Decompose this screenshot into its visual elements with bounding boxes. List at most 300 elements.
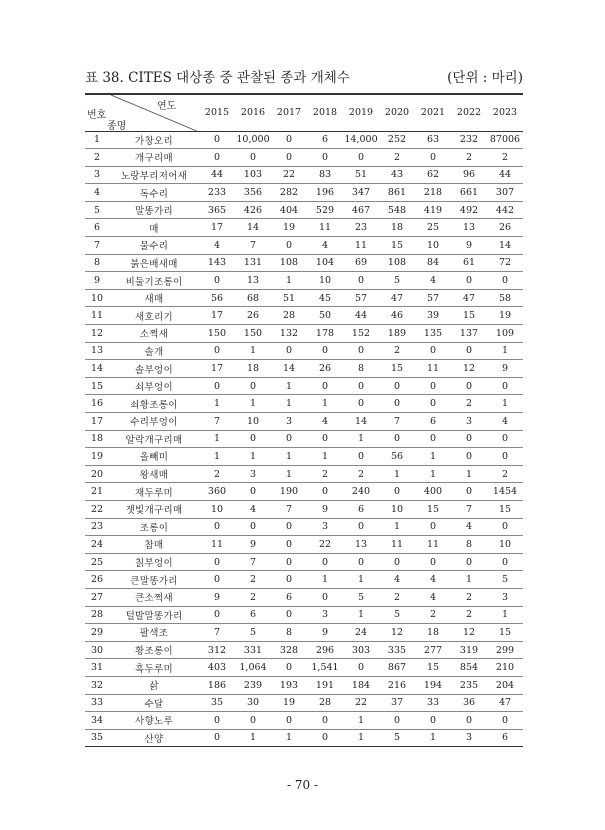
row-number: 3 — [85, 166, 109, 184]
count-cell: 1 — [307, 571, 343, 589]
count-cell: 3 — [307, 518, 343, 536]
count-cell: 0 — [199, 342, 235, 360]
count-cell: 2 — [307, 465, 343, 483]
count-cell: 0 — [487, 518, 523, 536]
species-name: 솔개 — [109, 342, 199, 360]
row-number: 11 — [85, 307, 109, 325]
count-cell: 0 — [379, 553, 415, 571]
count-cell: 3 — [307, 606, 343, 624]
count-cell: 0 — [307, 588, 343, 606]
species-name: 사향노루 — [109, 712, 199, 730]
species-name: 큰말똥가리 — [109, 571, 199, 589]
header-year: 2015 — [199, 94, 235, 131]
count-cell: 5 — [343, 588, 379, 606]
table-row — [85, 430, 523, 448]
table-row — [85, 729, 523, 747]
count-cell: 186 — [199, 676, 235, 694]
header-species-label: 종명 — [107, 121, 127, 132]
count-cell: 0 — [415, 553, 451, 571]
count-cell: 467 — [343, 201, 379, 219]
count-cell: 10 — [415, 237, 451, 255]
count-cell: 196 — [307, 184, 343, 202]
count-cell: 72 — [487, 254, 523, 272]
table-header-row — [85, 94, 523, 131]
count-cell: 10 — [235, 413, 271, 431]
table-body — [85, 131, 523, 747]
count-cell: 1 — [487, 606, 523, 624]
row-number: 1 — [85, 131, 109, 149]
table-row — [85, 606, 523, 624]
table-row — [85, 676, 523, 694]
row-number: 5 — [85, 201, 109, 219]
count-cell: 1 — [307, 448, 343, 466]
count-cell: 0 — [415, 430, 451, 448]
count-cell: 232 — [451, 131, 487, 149]
count-cell: 2 — [451, 588, 487, 606]
count-cell: 1 — [451, 465, 487, 483]
row-number: 4 — [85, 184, 109, 202]
count-cell: 0 — [235, 712, 271, 730]
row-number: 24 — [85, 536, 109, 554]
count-cell: 2 — [451, 149, 487, 167]
count-cell: 7 — [379, 413, 415, 431]
count-cell: 11 — [307, 219, 343, 237]
count-cell: 1 — [307, 395, 343, 413]
count-cell: 299 — [487, 641, 523, 659]
count-cell: 14 — [487, 237, 523, 255]
count-cell: 62 — [415, 166, 451, 184]
count-cell: 239 — [235, 676, 271, 694]
count-cell: 4 — [307, 413, 343, 431]
count-cell: 0 — [379, 395, 415, 413]
count-cell: 1 — [271, 395, 307, 413]
row-number: 25 — [85, 553, 109, 571]
count-cell: 5 — [379, 272, 415, 290]
count-cell: 11 — [415, 536, 451, 554]
count-cell: 0 — [307, 149, 343, 167]
count-cell: 152 — [343, 325, 379, 343]
count-cell: 15 — [451, 307, 487, 325]
count-cell: 30 — [235, 694, 271, 712]
count-cell: 39 — [415, 307, 451, 325]
count-cell: 0 — [415, 342, 451, 360]
row-number: 35 — [90, 732, 104, 744]
count-cell: 0 — [487, 712, 523, 730]
row-number: 14 — [85, 360, 109, 378]
count-cell: 0 — [271, 712, 307, 730]
count-cell: 35 — [199, 694, 235, 712]
table-row — [85, 588, 523, 606]
count-cell: 10 — [487, 536, 523, 554]
count-cell: 189 — [379, 325, 415, 343]
count-cell: 5 — [235, 624, 271, 642]
row-number: 16 — [85, 395, 109, 413]
count-cell: 426 — [235, 201, 271, 219]
header-year: 2019 — [343, 94, 379, 131]
count-cell: 47 — [451, 289, 487, 307]
row-number: 21 — [85, 483, 109, 501]
table-row — [85, 641, 523, 659]
species-name: 털발말똥가리 — [109, 606, 199, 624]
species-name: 붉은배새매 — [109, 254, 199, 272]
species-name: 알락개구리매 — [109, 430, 199, 448]
count-cell: 51 — [271, 289, 307, 307]
row-number: 30 — [85, 641, 109, 659]
count-cell: 12 — [379, 624, 415, 642]
count-cell: 0 — [487, 553, 523, 571]
count-cell: 0 — [199, 518, 235, 536]
count-cell: 17 — [199, 219, 235, 237]
count-cell: 0 — [343, 518, 379, 536]
count-cell: 8 — [343, 360, 379, 378]
species-name: 개구리매 — [109, 149, 199, 167]
count-cell: 1 — [249, 732, 257, 744]
count-cell: 150 — [235, 325, 271, 343]
table-row — [85, 166, 523, 184]
row-number: 26 — [85, 571, 109, 589]
count-cell: 4 — [199, 237, 235, 255]
species-name: 재두루미 — [109, 483, 199, 501]
count-cell: 135 — [415, 325, 451, 343]
count-cell: 3 — [271, 413, 307, 431]
count-cell: 15 — [379, 237, 415, 255]
count-cell: 9 — [199, 588, 235, 606]
row-number: 23 — [85, 518, 109, 536]
count-cell: 319 — [451, 641, 487, 659]
count-cell: 1 — [451, 571, 487, 589]
count-cell: 2 — [235, 571, 271, 589]
row-number: 10 — [85, 289, 109, 307]
count-cell: 191 — [307, 676, 343, 694]
count-cell: 419 — [415, 201, 451, 219]
count-cell: 0 — [343, 272, 379, 290]
table-row — [85, 272, 523, 290]
count-cell: 44 — [487, 166, 523, 184]
count-cell: 303 — [343, 641, 379, 659]
row-number: 34 — [85, 712, 109, 730]
count-cell: 19 — [271, 219, 307, 237]
count-cell: 184 — [343, 676, 379, 694]
count-cell: 0 — [415, 518, 451, 536]
count-cell: 335 — [379, 641, 415, 659]
species-name: 산양 — [144, 733, 164, 745]
count-cell: 56 — [379, 448, 415, 466]
count-cell: 204 — [487, 676, 523, 694]
count-cell: 7 — [235, 553, 271, 571]
count-cell: 11 — [343, 237, 379, 255]
count-cell: 13 — [343, 536, 379, 554]
count-cell: 347 — [343, 184, 379, 202]
count-cell: 2 — [451, 395, 487, 413]
count-cell: 1 — [271, 465, 307, 483]
row-number: 15 — [85, 377, 109, 395]
count-cell: 0 — [451, 448, 487, 466]
table-title: 표 38. CITES 대상종 중 관찰된 종과 개체수 — [85, 70, 350, 86]
count-cell: 252 — [379, 131, 415, 149]
count-cell: 6 — [271, 588, 307, 606]
count-cell: 3 — [451, 413, 487, 431]
count-cell: 4 — [379, 571, 415, 589]
count-cell: 0 — [199, 149, 235, 167]
count-cell: 50 — [307, 307, 343, 325]
row-number: 27 — [85, 588, 109, 606]
count-cell: 1,064 — [235, 659, 271, 677]
count-cell: 9 — [451, 237, 487, 255]
count-cell: 854 — [451, 659, 487, 677]
table-row — [85, 712, 523, 730]
count-cell: 15 — [415, 659, 451, 677]
header-year: 2022 — [451, 94, 487, 131]
table-row — [85, 395, 523, 413]
table-row — [85, 184, 523, 202]
count-cell: 0 — [307, 553, 343, 571]
count-cell: 0 — [271, 131, 307, 149]
count-cell: 19 — [487, 307, 523, 325]
count-cell: 2 — [415, 606, 451, 624]
count-cell: 8 — [451, 536, 487, 554]
count-cell: 1 — [487, 395, 523, 413]
count-cell: 1 — [235, 342, 271, 360]
table-row — [85, 237, 523, 255]
species-name: 가창오리 — [109, 131, 199, 149]
count-cell: 0 — [451, 553, 487, 571]
count-cell: 28 — [271, 307, 307, 325]
count-cell: 0 — [451, 712, 487, 730]
count-cell: 282 — [271, 184, 307, 202]
count-cell: 57 — [343, 289, 379, 307]
count-cell: 8 — [271, 624, 307, 642]
count-cell: 18 — [415, 624, 451, 642]
species-name: 새호리기 — [109, 307, 199, 325]
table-row — [85, 342, 523, 360]
count-cell: 10 — [199, 500, 235, 518]
header-year-label: 연도 — [157, 101, 177, 112]
species-name: 올빼미 — [109, 448, 199, 466]
table-row — [85, 483, 523, 501]
count-cell: 4 — [487, 413, 523, 431]
header-year: 2021 — [415, 94, 451, 131]
row-number: 29 — [85, 624, 109, 642]
count-cell: 2 — [487, 465, 523, 483]
count-cell: 0 — [271, 659, 307, 677]
header-year: 2023 — [487, 94, 523, 131]
count-cell: 0 — [415, 377, 451, 395]
count-cell: 28 — [307, 694, 343, 712]
count-cell: 178 — [307, 325, 343, 343]
count-cell: 150 — [199, 325, 235, 343]
table-row — [85, 377, 523, 395]
table-row — [85, 360, 523, 378]
count-cell: 137 — [451, 325, 487, 343]
count-cell: 13 — [235, 272, 271, 290]
table-row — [85, 201, 523, 219]
species-name: 팔색조 — [109, 624, 199, 642]
count-cell: 0 — [343, 149, 379, 167]
table-row — [85, 307, 523, 325]
count-cell: 210 — [487, 659, 523, 677]
count-cell: 2 — [379, 588, 415, 606]
table-row — [85, 659, 523, 677]
count-cell: 1 — [343, 606, 379, 624]
count-cell: 442 — [487, 201, 523, 219]
count-cell: 7 — [199, 413, 235, 431]
table-row — [85, 289, 523, 307]
count-cell: 11 — [415, 360, 451, 378]
count-cell: 2 — [487, 149, 523, 167]
count-cell: 7 — [235, 237, 271, 255]
count-cell: 0 — [415, 712, 451, 730]
count-cell: 61 — [451, 254, 487, 272]
count-cell: 193 — [271, 676, 307, 694]
count-cell: 0 — [451, 342, 487, 360]
count-cell: 233 — [199, 184, 235, 202]
count-cell: 0 — [235, 430, 271, 448]
row-number: 9 — [85, 272, 109, 290]
count-cell: 0 — [451, 430, 487, 448]
count-cell: 0 — [271, 553, 307, 571]
count-cell: 4 — [307, 237, 343, 255]
count-cell: 15 — [487, 500, 523, 518]
count-cell: 1,541 — [307, 659, 343, 677]
count-cell: 0 — [271, 430, 307, 448]
row-number: 2 — [85, 149, 109, 167]
count-cell: 43 — [379, 166, 415, 184]
species-name: 잿빛개구리매 — [109, 500, 199, 518]
row-number: 12 — [85, 325, 109, 343]
species-name: 쇠황조롱이 — [109, 395, 199, 413]
count-cell: 403 — [199, 659, 235, 677]
count-cell: 69 — [343, 254, 379, 272]
species-name: 수달 — [109, 694, 199, 712]
count-cell: 296 — [307, 641, 343, 659]
count-cell: 1 — [199, 448, 235, 466]
count-cell: 1 — [415, 465, 451, 483]
count-cell: 45 — [307, 289, 343, 307]
count-cell: 0 — [271, 606, 307, 624]
count-cell: 0 — [307, 712, 343, 730]
count-cell: 14 — [343, 413, 379, 431]
count-cell: 3 — [465, 732, 473, 744]
count-cell: 96 — [451, 166, 487, 184]
count-cell: 9 — [307, 624, 343, 642]
count-cell: 190 — [271, 483, 307, 501]
count-cell: 867 — [379, 659, 415, 677]
table-unit: (단위 : 마리) — [447, 70, 523, 86]
count-cell: 0 — [343, 448, 379, 466]
species-name: 매 — [109, 219, 199, 237]
table-row — [85, 518, 523, 536]
count-cell: 11 — [379, 536, 415, 554]
count-cell: 6 — [235, 606, 271, 624]
count-cell: 0 — [271, 149, 307, 167]
count-cell: 5 — [487, 571, 523, 589]
count-cell: 218 — [415, 184, 451, 202]
count-cell: 0 — [271, 342, 307, 360]
count-cell: 331 — [235, 641, 271, 659]
count-cell: 33 — [415, 694, 451, 712]
count-cell: 5 — [379, 606, 415, 624]
species-name: 삵 — [109, 676, 199, 694]
species-name: 참매 — [109, 536, 199, 554]
count-cell: 18 — [379, 219, 415, 237]
count-cell: 1 — [235, 448, 271, 466]
count-cell: 68 — [235, 289, 271, 307]
count-cell: 4 — [415, 571, 451, 589]
header-corner-cell — [85, 94, 199, 131]
count-cell: 7 — [451, 500, 487, 518]
count-cell: 7 — [271, 500, 307, 518]
header-year: 2016 — [235, 94, 271, 131]
row-number: 33 — [85, 694, 109, 712]
count-cell: 87006 — [487, 131, 523, 149]
count-cell: 1 — [357, 732, 365, 744]
count-cell: 0 — [451, 272, 487, 290]
count-cell: 58 — [487, 289, 523, 307]
count-cell: 2 — [379, 342, 415, 360]
count-cell: 0 — [451, 483, 487, 501]
count-cell: 0 — [199, 712, 235, 730]
count-cell: 1 — [379, 518, 415, 536]
species-name: 황조롱이 — [109, 641, 199, 659]
species-name: 새매 — [109, 289, 199, 307]
count-cell: 17 — [199, 360, 235, 378]
count-cell: 1 — [285, 732, 293, 744]
count-cell: 14,000 — [343, 131, 379, 149]
count-cell: 1 — [429, 732, 437, 744]
count-cell: 12 — [451, 360, 487, 378]
table-caption — [85, 66, 523, 90]
count-cell: 47 — [379, 289, 415, 307]
species-name: 노랑부리저어새 — [109, 166, 199, 184]
count-cell: 3 — [487, 588, 523, 606]
count-cell: 18 — [235, 360, 271, 378]
header-number-label: 번호 — [87, 110, 107, 121]
count-cell: 1 — [343, 571, 379, 589]
count-cell: 0 — [199, 571, 235, 589]
count-cell: 1 — [235, 395, 271, 413]
count-cell: 10,000 — [235, 131, 271, 149]
count-cell: 194 — [415, 676, 451, 694]
count-cell: 9 — [235, 536, 271, 554]
count-cell: 356 — [235, 184, 271, 202]
table-row — [85, 219, 523, 237]
table-row — [85, 448, 523, 466]
count-cell: 328 — [271, 641, 307, 659]
count-cell: 4 — [415, 588, 451, 606]
count-cell: 0 — [487, 430, 523, 448]
count-cell: 22 — [271, 166, 307, 184]
count-cell: 57 — [415, 289, 451, 307]
table-row — [85, 624, 523, 642]
count-cell: 1 — [487, 342, 523, 360]
count-cell: 307 — [487, 184, 523, 202]
count-cell: 400 — [415, 483, 451, 501]
count-cell: 0 — [199, 606, 235, 624]
count-cell: 0 — [451, 377, 487, 395]
count-cell: 3 — [235, 465, 271, 483]
count-cell: 26 — [235, 307, 271, 325]
count-cell: 0 — [235, 483, 271, 501]
count-cell: 108 — [379, 254, 415, 272]
count-cell: 0 — [235, 149, 271, 167]
count-cell: 6 — [501, 732, 509, 744]
count-cell: 6 — [343, 500, 379, 518]
page-number: - 70 - — [286, 778, 318, 792]
count-cell: 0 — [307, 483, 343, 501]
count-cell: 1 — [271, 448, 307, 466]
table-row — [85, 149, 523, 167]
count-cell: 22 — [343, 694, 379, 712]
